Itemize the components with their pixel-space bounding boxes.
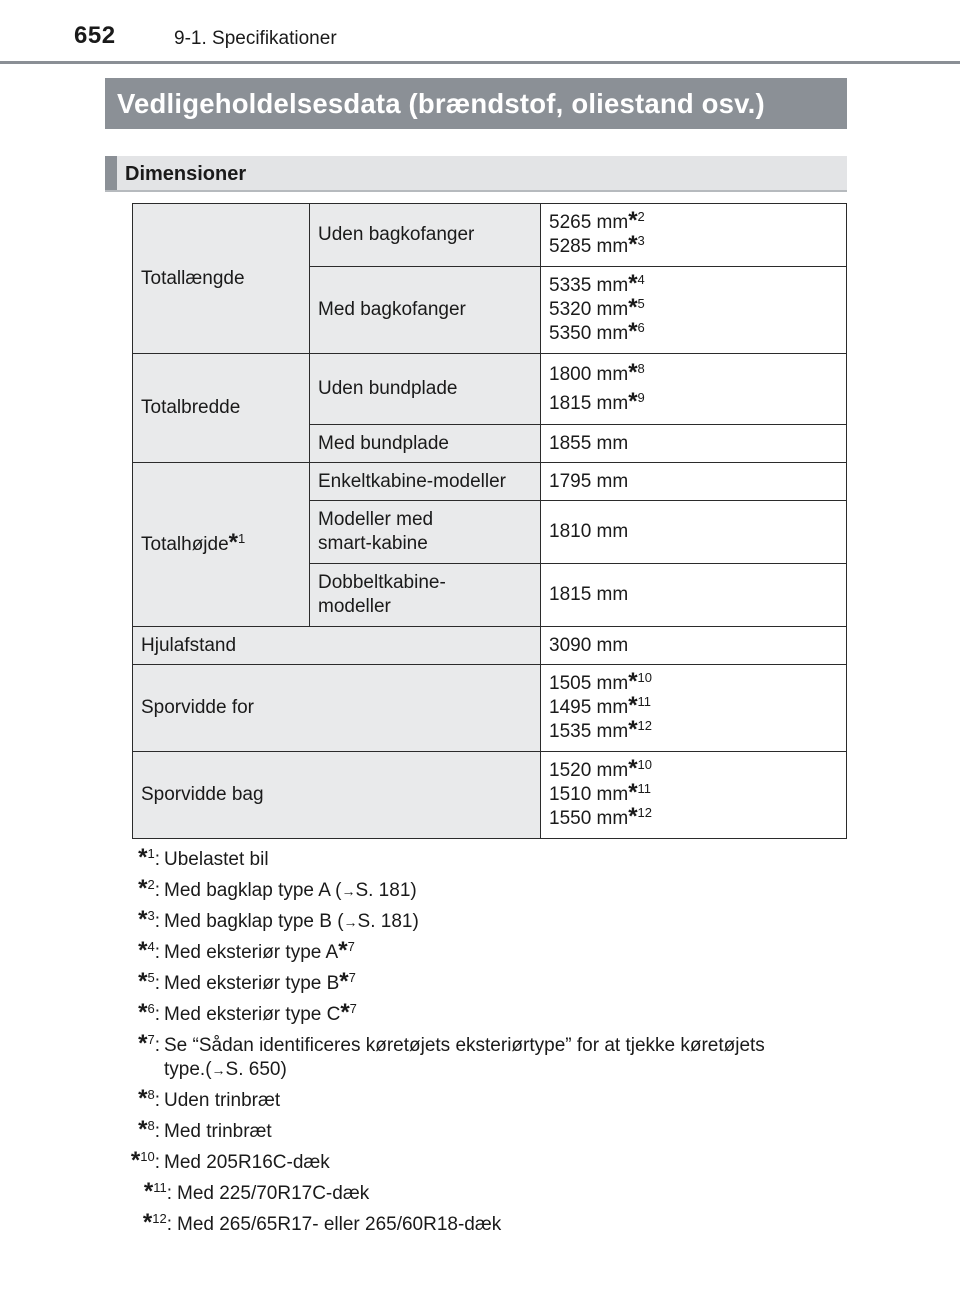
row-header-track-front bbox=[133, 665, 541, 752]
page-number: 652 bbox=[74, 22, 116, 49]
value: 1520 mm bbox=[549, 760, 629, 781]
note-ref: 11 bbox=[637, 781, 652, 796]
asterisk: * bbox=[628, 692, 638, 719]
subrow-header bbox=[310, 354, 541, 425]
footnote-text: Med 225/70R17C-dæk bbox=[177, 1183, 370, 1204]
footnote bbox=[0, 906, 960, 940]
arrow-icon: → bbox=[211, 1062, 226, 1078]
dimensions-table bbox=[132, 203, 847, 839]
note-ref: 7 bbox=[348, 970, 356, 985]
asterisk: * bbox=[138, 968, 148, 995]
asterisk: * bbox=[628, 270, 638, 297]
value: 1535 mm bbox=[549, 721, 629, 742]
footnote-number: 7 bbox=[147, 1032, 155, 1047]
colon: : bbox=[154, 911, 160, 932]
cell-text: Med bagkofanger bbox=[318, 299, 466, 320]
footnote-number: 6 bbox=[147, 1001, 155, 1016]
value: 1795 mm bbox=[549, 470, 629, 492]
value: 1505 mm bbox=[549, 673, 629, 694]
asterisk: * bbox=[628, 779, 638, 806]
colon: : bbox=[154, 1004, 160, 1025]
asterisk: * bbox=[138, 875, 148, 902]
note-ref: 2 bbox=[637, 209, 645, 224]
row-header-total-length bbox=[133, 204, 310, 354]
note-ref: 6 bbox=[637, 320, 645, 335]
subsection-title: Dimensioner bbox=[125, 163, 247, 185]
asterisk: * bbox=[628, 294, 638, 321]
subrow-header bbox=[310, 463, 541, 501]
footnote-text: Med bagklap type B ( bbox=[164, 911, 344, 932]
asterisk: * bbox=[628, 231, 638, 258]
subrow-header bbox=[310, 267, 541, 354]
value: 1800 mm bbox=[549, 363, 629, 385]
asterisk: * bbox=[628, 668, 638, 695]
colon: : bbox=[154, 1035, 160, 1056]
cell-text: Totalhøjde bbox=[141, 533, 229, 555]
note-ref: 7 bbox=[347, 939, 355, 954]
colon: : bbox=[154, 942, 160, 963]
value-cell bbox=[541, 627, 847, 665]
asterisk: * bbox=[228, 528, 239, 556]
value: 3090 mm bbox=[549, 634, 629, 656]
note-ref: 11 bbox=[637, 694, 652, 709]
footnote-number: 8 bbox=[147, 1087, 155, 1102]
table-row bbox=[133, 665, 847, 752]
footnote-text: Med eksteriør type B bbox=[164, 973, 340, 994]
row-header-wheelbase bbox=[133, 627, 541, 665]
asterisk: * bbox=[138, 1085, 148, 1112]
page-reference[interactable]: S. 181) bbox=[357, 911, 419, 932]
page-title: Vedligeholdelsesdata (brændstof, oliestand osv.) bbox=[105, 78, 847, 129]
asterisk: * bbox=[138, 937, 148, 964]
value: 5320 mm bbox=[549, 299, 629, 320]
footnote bbox=[0, 875, 960, 909]
footnote bbox=[0, 1178, 960, 1212]
footnote bbox=[0, 1147, 960, 1181]
asterisk: * bbox=[138, 1116, 148, 1143]
asterisk: * bbox=[138, 906, 148, 933]
note-ref: 8 bbox=[637, 360, 645, 376]
asterisk: * bbox=[138, 1030, 148, 1057]
value-cell bbox=[541, 564, 847, 627]
footnote-text: Med trinbræt bbox=[164, 1121, 272, 1142]
footnote-number: 1 bbox=[147, 846, 155, 861]
table-row bbox=[133, 354, 847, 425]
footnote bbox=[0, 1030, 960, 1088]
table-row bbox=[133, 463, 847, 501]
footnote bbox=[0, 1116, 960, 1150]
footnote-number: 3 bbox=[147, 908, 155, 923]
value: 5265 mm bbox=[549, 212, 629, 233]
note-ref: 7 bbox=[349, 1001, 357, 1016]
note-ref: 10 bbox=[637, 757, 653, 772]
footnote-number: 11 bbox=[153, 1180, 167, 1195]
note-ref: 9 bbox=[637, 389, 645, 405]
asterisk: * bbox=[340, 999, 350, 1026]
asterisk: * bbox=[339, 968, 349, 995]
footnote-text: Med eksteriør type C bbox=[164, 1004, 341, 1025]
subrow-header bbox=[310, 564, 541, 627]
subrow-header bbox=[310, 204, 541, 267]
asterisk: * bbox=[338, 937, 348, 964]
footnote-text: Med eksteriør type A bbox=[164, 942, 339, 963]
asterisk: * bbox=[143, 1178, 154, 1205]
asterisk: * bbox=[628, 387, 638, 415]
cell-text: smart-kabine bbox=[318, 533, 428, 554]
cell-text: Sporvidde for bbox=[141, 697, 255, 718]
value: 1810 mm bbox=[549, 521, 629, 542]
asterisk: * bbox=[628, 318, 638, 345]
footnote bbox=[0, 1085, 960, 1119]
cell-text: Dobbeltkabine- bbox=[318, 572, 446, 593]
note-ref: 5 bbox=[637, 296, 645, 311]
colon: : bbox=[154, 1090, 160, 1111]
value-cell bbox=[541, 501, 847, 564]
subrow-header bbox=[310, 501, 541, 564]
page-reference[interactable]: S. 181) bbox=[355, 880, 417, 901]
footnote-text: Uden trinbræt bbox=[164, 1090, 281, 1111]
footnote-number: 12 bbox=[152, 1211, 167, 1226]
colon: : bbox=[154, 1121, 160, 1142]
colon: : bbox=[166, 1214, 172, 1235]
footnote-text: type.( bbox=[164, 1059, 212, 1080]
value-cell bbox=[541, 354, 847, 425]
footnote-number: 10 bbox=[140, 1149, 155, 1164]
cell-text: Enkeltkabine-modeller bbox=[318, 470, 506, 492]
asterisk: * bbox=[628, 716, 638, 743]
row-header-total-width bbox=[133, 354, 310, 463]
value: 1510 mm bbox=[549, 784, 629, 805]
heading-accent-bar bbox=[105, 156, 117, 190]
cell-text: Hjulafstand bbox=[141, 634, 237, 656]
footnote-number: 5 bbox=[147, 970, 155, 985]
arrow-icon: → bbox=[341, 883, 356, 899]
colon: : bbox=[166, 1183, 172, 1204]
value: 1550 mm bbox=[549, 808, 629, 829]
row-header-total-height bbox=[133, 463, 310, 627]
cell-text: Uden bagkofanger bbox=[318, 224, 475, 245]
footnote-text: Se “Sådan identificeres køretøjets eksteriørtype” for at tjekke køretøjets bbox=[164, 1035, 765, 1056]
asterisk: * bbox=[142, 1209, 153, 1236]
footnote bbox=[0, 844, 960, 878]
value-cell bbox=[541, 425, 847, 463]
cell-text: Sporvidde bag bbox=[141, 784, 264, 805]
header-rule bbox=[0, 61, 960, 64]
value: 1815 mm bbox=[549, 392, 629, 414]
value-cell bbox=[541, 267, 847, 354]
footnote bbox=[0, 999, 960, 1033]
value-cell bbox=[541, 204, 847, 267]
asterisk: * bbox=[138, 844, 148, 871]
value: 1815 mm bbox=[549, 584, 629, 605]
colon: : bbox=[154, 880, 160, 901]
footnote bbox=[0, 968, 960, 1002]
footnote-text: Ubelastet bil bbox=[164, 849, 269, 870]
asterisk: * bbox=[130, 1147, 141, 1174]
asterisk: * bbox=[628, 358, 638, 386]
footnote-number: 8 bbox=[147, 1118, 155, 1133]
note-ref: 3 bbox=[637, 233, 645, 248]
footnote-text: Med 265/65R17- eller 265/60R18-dæk bbox=[177, 1214, 502, 1235]
value-cell bbox=[541, 752, 847, 839]
cell-text: modeller bbox=[318, 596, 391, 617]
footnote bbox=[0, 937, 960, 971]
footnote-text: Med 205R16C-dæk bbox=[164, 1152, 330, 1173]
note-ref: 10 bbox=[637, 670, 653, 685]
asterisk: * bbox=[628, 803, 638, 830]
asterisk: * bbox=[628, 755, 638, 782]
colon: : bbox=[154, 973, 160, 994]
arrow-icon: → bbox=[343, 914, 358, 930]
subsection-heading bbox=[105, 156, 847, 192]
footnote-number: 2 bbox=[147, 877, 155, 892]
asterisk: * bbox=[628, 207, 638, 234]
note-ref: 12 bbox=[637, 805, 653, 820]
page-reference[interactable]: S. 650) bbox=[225, 1059, 287, 1080]
footnote bbox=[0, 1209, 960, 1243]
asterisk: * bbox=[138, 999, 148, 1026]
note-ref: 12 bbox=[637, 718, 653, 733]
value-cell bbox=[541, 665, 847, 752]
table-row bbox=[133, 752, 847, 839]
value: 1495 mm bbox=[549, 697, 629, 718]
colon: : bbox=[154, 1152, 160, 1173]
note-ref: 1 bbox=[238, 530, 246, 546]
section-label: 9-1. Specifikationer bbox=[174, 28, 337, 49]
cell-text: Totallængde bbox=[141, 267, 245, 289]
footnote-text: Med bagklap type A ( bbox=[164, 880, 342, 901]
row-header-track-rear bbox=[133, 752, 541, 839]
cell-text: Totalbredde bbox=[141, 397, 241, 418]
value-cell bbox=[541, 463, 847, 501]
colon: : bbox=[154, 849, 160, 870]
cell-text: Modeller med bbox=[318, 509, 434, 530]
value: 1855 mm bbox=[549, 432, 629, 454]
table-row bbox=[133, 627, 847, 665]
cell-text: Uden bundplade bbox=[318, 378, 458, 399]
subrow-header bbox=[310, 425, 541, 463]
footnote-number: 4 bbox=[147, 939, 155, 954]
value: 5335 mm bbox=[549, 275, 629, 296]
note-ref: 4 bbox=[637, 272, 645, 287]
value: 5285 mm bbox=[549, 236, 629, 257]
cell-text: Med bundplade bbox=[318, 432, 449, 454]
table-row bbox=[133, 204, 847, 267]
value: 5350 mm bbox=[549, 323, 629, 344]
